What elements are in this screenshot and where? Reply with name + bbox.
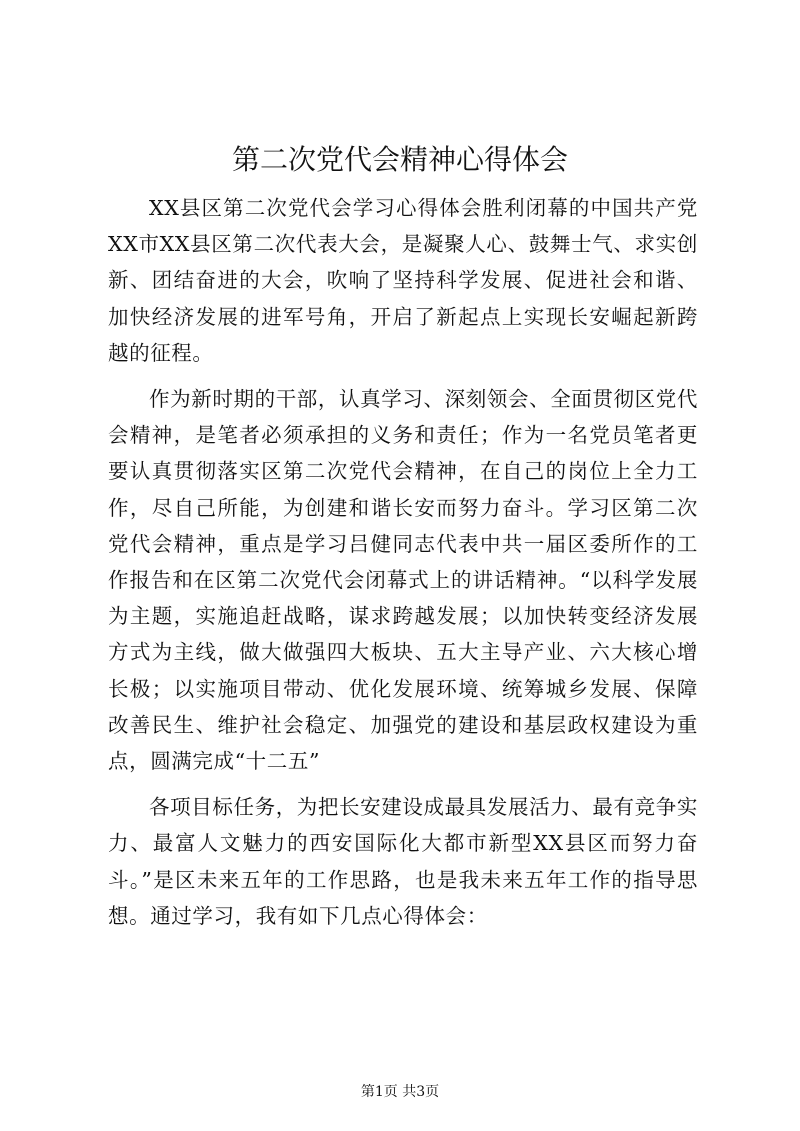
page-footer: 第1页 共3页: [360, 1084, 440, 1100]
document-body: [108, 190, 698, 934]
paragraph-1: XX县区第二次党代会学习心得体会胜利闭幕的中国共产党XX市XX县区第二次代表大会，是凝聚人心、鼓舞士气、求实创新、团结奋进的大会，吹响了坚持科学发展、促进社会和谐、加快经济发展的进军号角，开启了新起点上实现长安崛起新跨越的征程。: [108, 196, 698, 365]
document-title: 第二次党代会精神心得体会: [231, 143, 568, 176]
paragraph-2: 作为新时期的干部，认真学习、深刻领会、全面贯彻区党代会精神，是笔者必须承担的义务和责任；作为一名党员笔者更要认真贯彻落实区第二次党代会精神，在自己的岗位上全力工作，尽自己所能，为创建和谐长安而努力奋斗。学习区第二次党代会精神，重点是学习吕健同志代表中共一届区委所作的工作报告和在区第二次党代会闭幕式上的讲话精神。“以科学发展为主题，实施追赶战略，谋求跨越发展；以加快转变经济发展方式为主线，做大做强四大板块、五大主导产业、六大核心增长极；以实施项目带动、优化发展环境、统筹城乡发展、保障改善民生、维护社会稳定、加强党的建设和基层政权建设为重点，圆满完成“十二五”: [108, 387, 698, 774]
paragraph-3: 各项目标任务，为把长安建设成最具发展活力、最有竞争实力、最富人文魅力的西安国际化大都市新型XX县区而努力奋斗。”是区未来五年的工作思路，也是我未来五年工作的指导思想。通过学习，我有如下几点心得体会：: [108, 795, 698, 928]
